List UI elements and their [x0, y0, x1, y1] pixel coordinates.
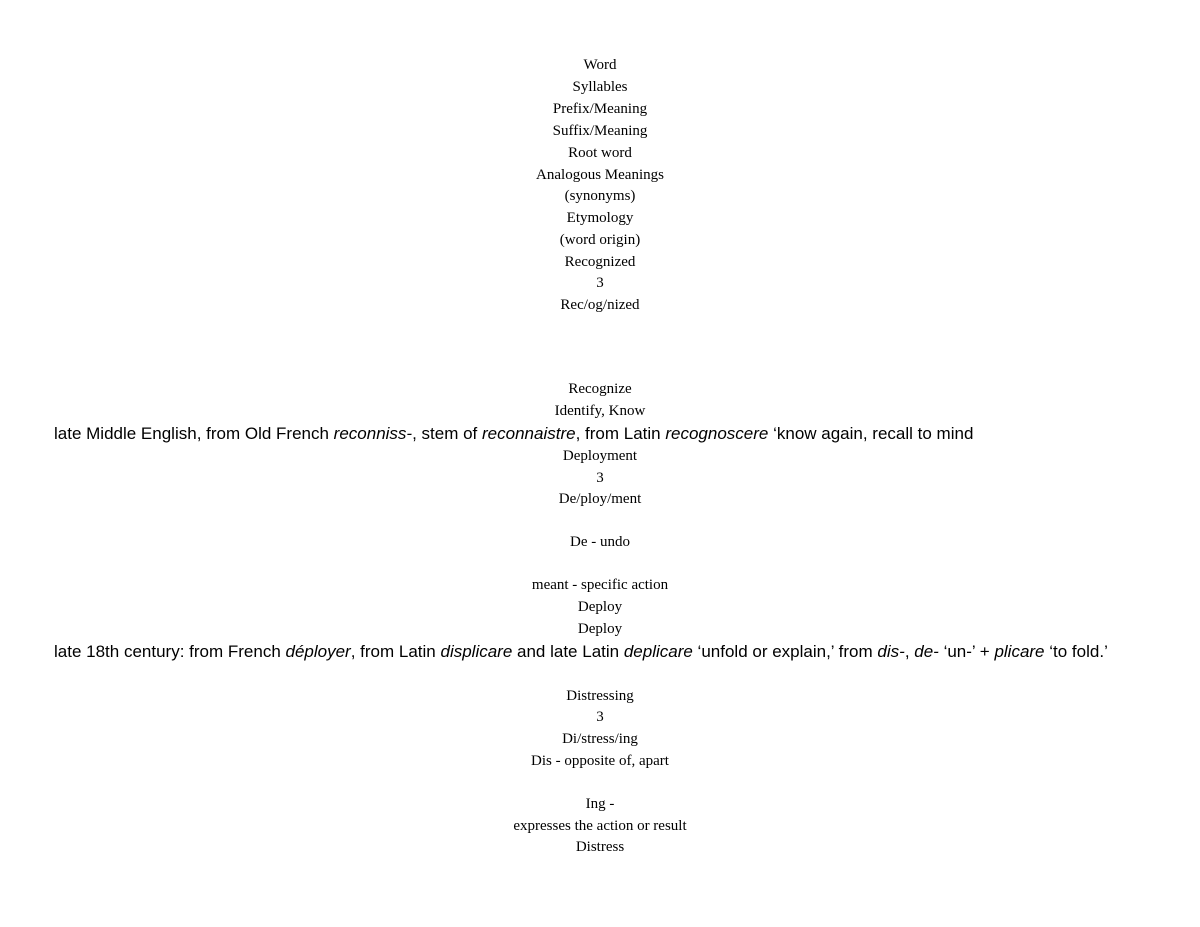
- entry-word: Distressing: [566, 688, 634, 704]
- etymology-italic-term: reconniss-: [333, 424, 413, 443]
- etymology-text: ‘unfold or explain,’ from: [692, 642, 878, 661]
- etymology-italic-term: recognoscere: [665, 424, 769, 443]
- header-etymology: Etymology: [566, 210, 634, 226]
- header-prefix-meaning: Prefix/Meaning: [552, 101, 648, 117]
- entry-suffix: meant - specific action: [531, 577, 669, 593]
- etymology-text: late Middle English, from Old French: [54, 424, 334, 443]
- entry-syllable-count: 3: [596, 470, 604, 486]
- etymology-text: ‘to fold.’: [1044, 642, 1108, 661]
- etymology-italic-term: de-: [914, 642, 939, 661]
- entry-word: Deployment: [562, 448, 638, 464]
- etymology-text: , stem of: [412, 424, 483, 443]
- entry-root-word: Recognize: [568, 381, 632, 397]
- etymology-italic-term: reconnaistre: [482, 424, 576, 443]
- header-analogous-meanings: Analogous Meanings: [536, 167, 664, 183]
- entry-synonyms: Deploy: [577, 621, 623, 637]
- entry-syllables: Rec/og/nized: [560, 297, 640, 313]
- etymology-italic-term: déployer: [285, 642, 351, 661]
- etymology-italic-term: deplicare: [623, 642, 693, 661]
- etymology-text: , from Latin: [575, 424, 666, 443]
- etymology-italic-term: displicare: [440, 642, 513, 661]
- header-root-word: Root word: [568, 145, 632, 161]
- etymology-text: ,: [904, 642, 915, 661]
- etymology-italic-term: dis-: [877, 642, 905, 661]
- entry-word: Recognized: [564, 254, 636, 270]
- etymology-text: ‘un-’ +: [938, 642, 995, 661]
- entry-syllable-count: 3: [596, 275, 604, 291]
- header-word: Word: [583, 57, 617, 73]
- entry-etymology: [54, 641, 1146, 663]
- entry-syllables: De/ploy/ment: [558, 491, 642, 507]
- entry-suffix: Ing -: [585, 796, 615, 812]
- header-word-origin-note: (word origin): [559, 232, 641, 248]
- header-suffix-meaning: Suffix/Meaning: [552, 123, 648, 139]
- entry-synonyms: Identify, Know: [554, 403, 646, 419]
- etymology-italic-term: plicare: [994, 642, 1045, 661]
- etymology-text: ‘know again, recall to mind: [768, 424, 974, 443]
- etymology-text: , from Latin: [350, 642, 441, 661]
- entry-suffix-meaning: expresses the action or result: [513, 818, 687, 834]
- etymology-text: and late Latin: [512, 642, 624, 661]
- entry-prefix: De - undo: [570, 534, 630, 550]
- entry-etymology: [54, 423, 1146, 445]
- entry-syllable-count: 3: [596, 709, 604, 725]
- entry-root-word: Deploy: [577, 599, 623, 615]
- etymology-text: late 18th century: from French: [54, 642, 286, 661]
- entry-root-word: Distress: [575, 839, 625, 855]
- header-syllables: Syllables: [572, 79, 628, 95]
- entry-syllables: Di/stress/ing: [562, 731, 638, 747]
- header-synonyms-note: (synonyms): [564, 188, 636, 204]
- entry-prefix: Dis - opposite of, apart: [531, 753, 669, 769]
